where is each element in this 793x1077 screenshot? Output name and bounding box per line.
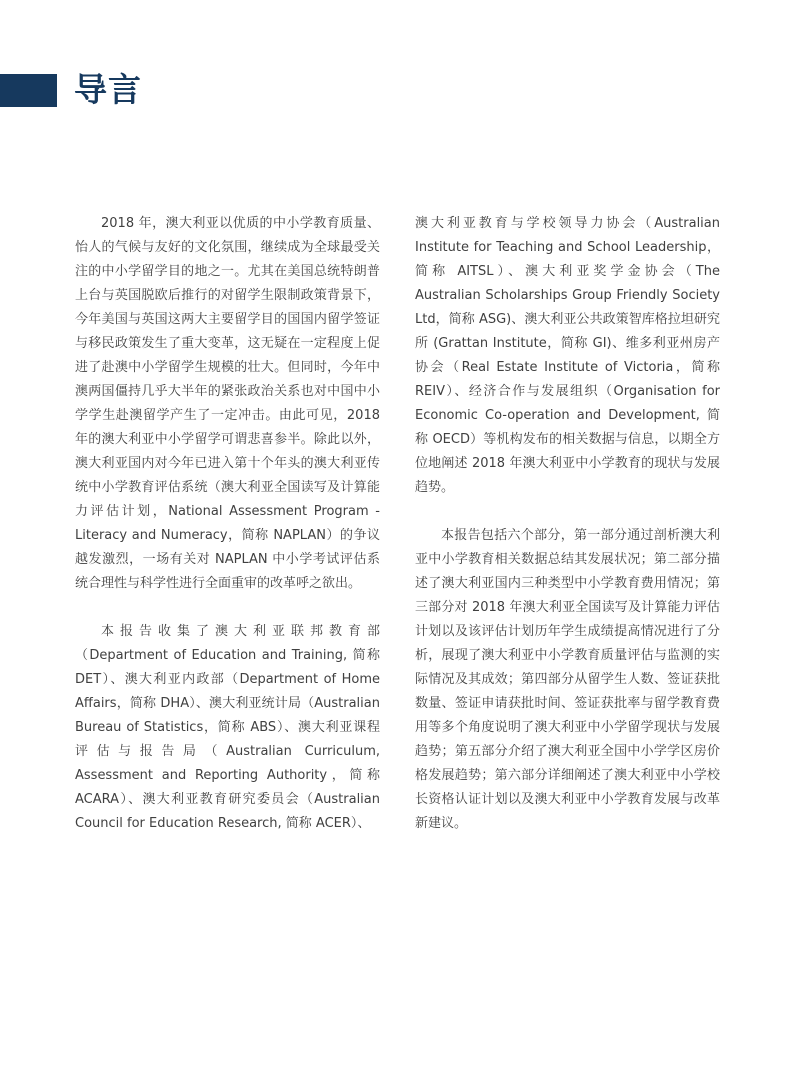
intro-paragraph-3: 本报告包括六个部分，第一部分通过剖析澳大利亚中小学教育相关数据总结其发展状况；第二部分描述了澳大利亚国内三种类型中小学教育费用情况；第三部分对 2018 年澳大利亚全国读写及计算能力评估计划以及该评估计划历年学生成绩提高情况进行了分析，展现了澳大利亚中小学教育质量评估与监测的实际情况及其成效；第四部分从留学生人数、签证获批数量、签证申请获批时间、签证获批率与留学教育费用等多个角度说明了澳大利亚中小学留学现状与发展趋势；第五部分介绍了澳大利亚全国中小学学区房价格发展趋势；第六部分详细阐述了澳大利亚中小学校长资格认证计划以及澳大利亚中小学教育发展与改革新建议。: [415, 528, 720, 831]
intro-paragraph-2-continued: 澳大利亚教育与学校领导力协会（Australian Institute for Teaching and School Leadership，简称 AITSL）、澳大利亚奖学金协会（The Australian Scholarships Group Friendly Society Ltd，简称 ASG)、澳大利亚公共政策智库格拉坦研究所 (Grattan Institute，简称 GI)、维多利亚州房产协会（Real Estate Institute of Victoria，简称 REIV）、经济合作与发展组织（Organisation for Economic Co-operation and Development, 简称 OECD）等机构发布的相关数据与信息，以期全方位地阐述 2018 年澳大利亚中小学教育的现状与发展趋势。: [415, 216, 720, 495]
left-column: [75, 212, 380, 836]
page-title: 导言: [74, 70, 142, 109]
intro-paragraph-1: 2018 年，澳大利亚以优质的中小学教育质量、怡人的气候与友好的文化氛围，继续成为全球最受关注的中小学留学目的地之一。尤其在美国总统特朗普上台与英国脱欧后推行的对留学生限制政策背景下，今年美国与英国这两大主要留学目的国国内留学签证与移民政策发生了重大变革，这无疑在一定程度上促进了赴澳中小学留学生规模的壮大。但同时，今年中澳两国僵持几乎大半年的紧张政治关系也对中国中小学学生赴澳留学产生了一定冲击。由此可见，2018 年的澳大利亚中小学留学可谓悲喜参半。除此以外，澳大利亚国内对今年已进入第十个年头的澳大利亚传统中小学教育评估系统（澳大利亚全国读写及计算能力评估计划，National Assessment Program - Literacy and Numeracy，简称 NAPLAN）的争议越发激烈，一场有关对 NAPLAN 中小学考试评估系统合理性与科学性进行全面重审的改革呼之欲出。: [75, 216, 380, 591]
intro-paragraph-2: 本报告收集了澳大利亚联邦教育部（Department of Education and Training, 简称 DET）、澳大利亚内政部（Department of Home Affairs，简称 DHA）、澳大利亚统计局（Australian Bureau of Statistics，简称 ABS）、澳大利亚课程评估与报告局（Australian Curriculum, Assessment and Reporting Authority，简称 ACARA）、澳大利亚教育研究委员会（Australian Council for Education Research, 简称 ACER）、: [75, 624, 380, 831]
right-column: [415, 212, 720, 836]
title-accent-bar: [0, 74, 57, 107]
